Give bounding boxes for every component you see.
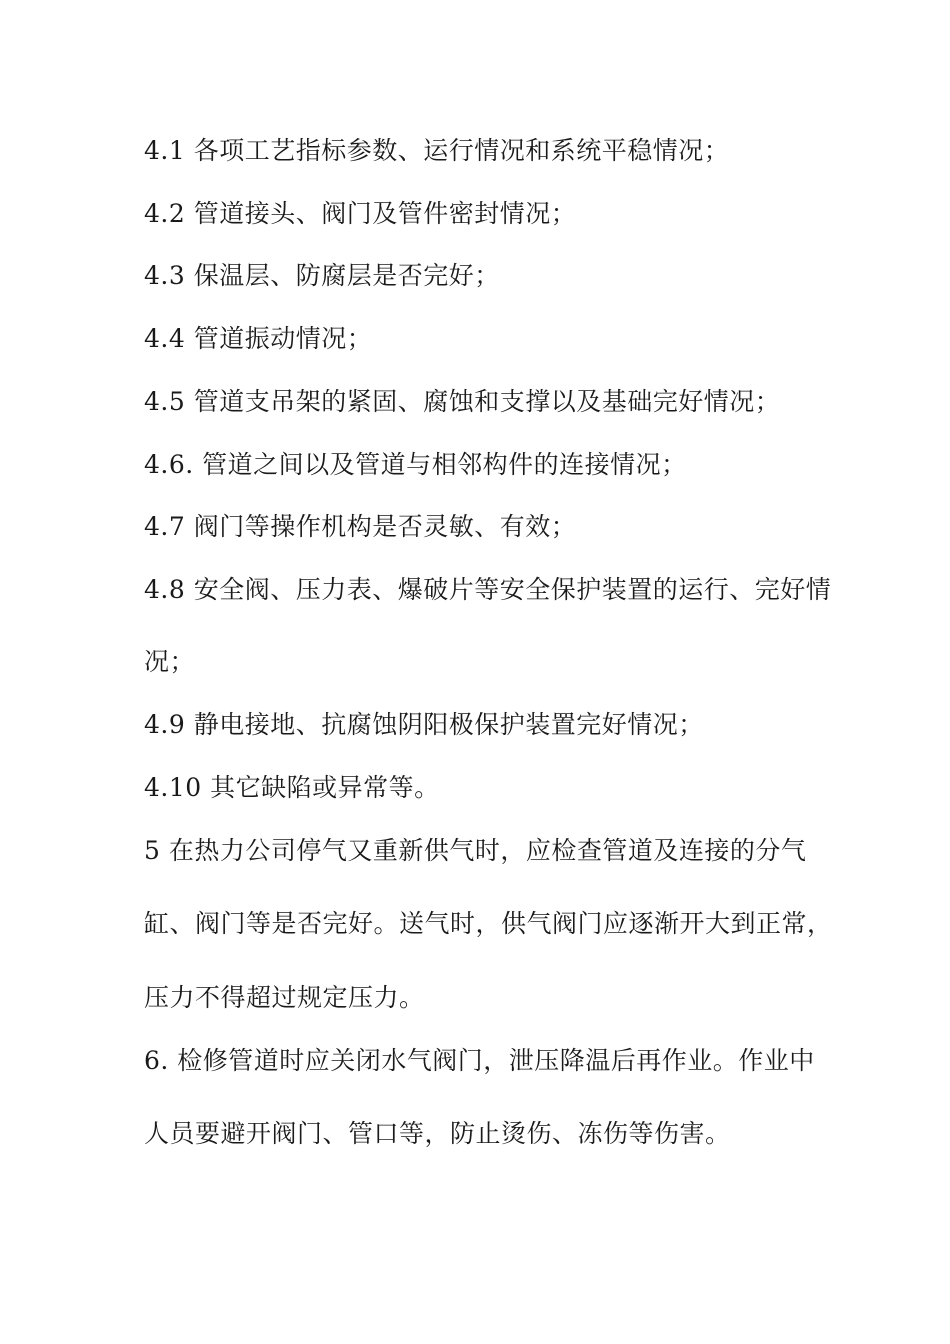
text-line-4-3: 4.3 保温层、防腐层是否完好； (144, 261, 500, 290)
text-line-4-8-cont: 况； (144, 647, 196, 676)
text-line-5-cont-2: 压力不得超过规定压力。 (144, 983, 425, 1012)
text-line-4-9: 4.9 静电接地、抗腐蚀阴阳极保护装置完好情况； (144, 710, 704, 739)
text-line-6: 6. 检修管道时应关闭水气阀门，泄压降温后再作业。作业中 (144, 1046, 815, 1075)
text-line-4-1: 4.1 各项工艺指标参数、运行情况和系统平稳情况； (144, 136, 730, 165)
text-line-4-10: 4.10 其它缺陷或异常等。 (144, 773, 440, 802)
text-line-5: 5 在热力公司停气又重新供气时，应检查管道及连接的分气 (144, 836, 807, 865)
text-line-6-cont: 人员要避开阀门、管口等，防止烫伤、冻伤等伤害。 (144, 1119, 731, 1148)
text-line-4-5: 4.5 管道支吊架的紧固、腐蚀和支撑以及基础完好情况； (144, 387, 781, 416)
text-line-4-4: 4.4 管道振动情况； (144, 324, 373, 353)
text-line-4-6: 4.6. 管道之间以及管道与相邻构件的连接情况； (144, 450, 687, 479)
text-line-5-cont-1: 缸、阀门等是否完好。送气时，供气阀门应逐渐开大到正常， (144, 909, 833, 938)
text-line-4-8: 4.8 安全阀、压力表、爆破片等安全保护装置的运行、完好情 (144, 575, 832, 604)
text-line-4-2: 4.2 管道接头、阀门及管件密封情况； (144, 199, 577, 228)
text-line-4-7: 4.7 阀门等操作机构是否灵敏、有效； (144, 512, 577, 541)
